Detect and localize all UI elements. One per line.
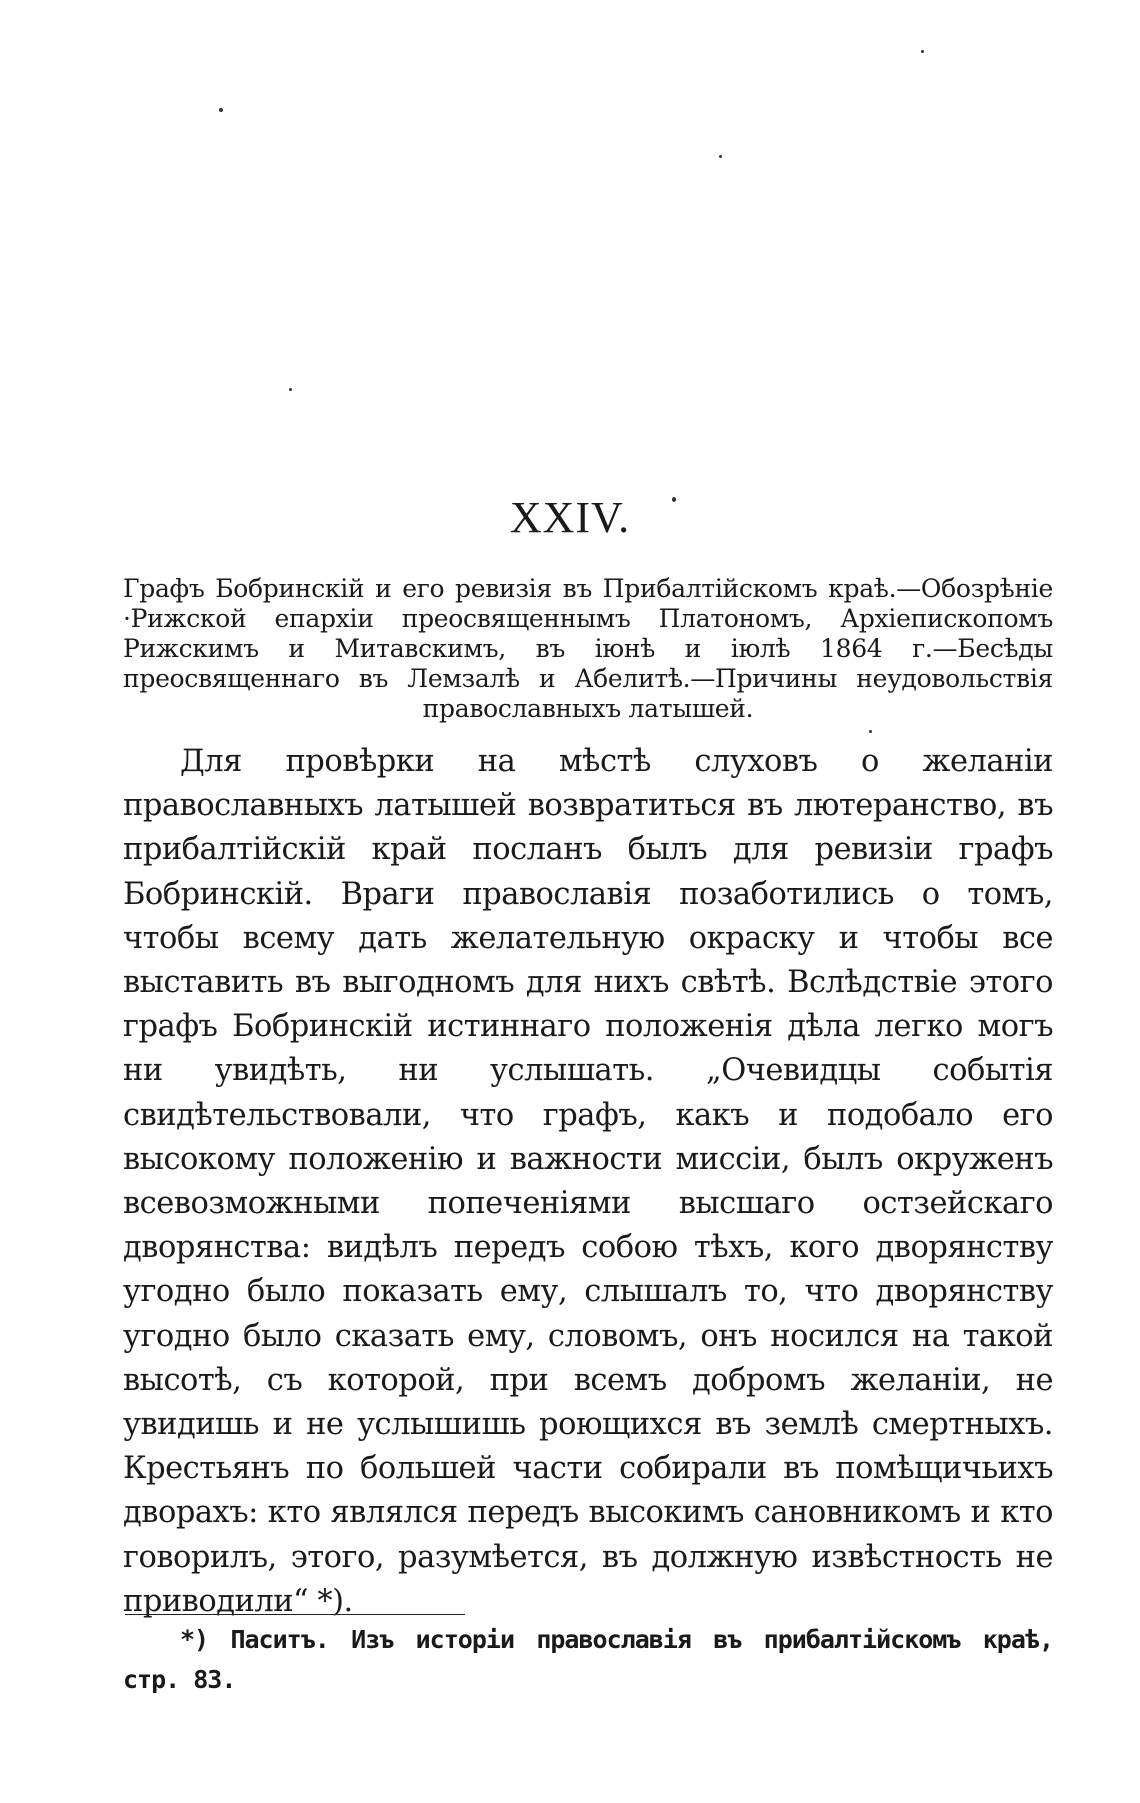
footnote: *) Паситъ. Изъ исторіи православія въ прибалтійскомъ краѣ, стр. 83. — [123, 1625, 1053, 1694]
scan-speck — [289, 388, 292, 391]
scan-speck — [719, 155, 722, 158]
scan-speck — [921, 50, 924, 53]
body-paragraph: Для провѣрки на мѣстѣ слуховъ о желаніи православныхъ латышей возвратиться въ лютеранство, въ прибалтійскій край посланъ былъ для ревизіи графъ Бобринскій. Враги православія позаботились о томъ, чтобы всему дать желательную окраску и чтобы все выставить въ выгодномъ для нихъ свѣтѣ. Вслѣдствіе этого графъ Бобринскій истиннаго положенія дѣла легко могъ ни увидѣть, ни услышать. „Очевидцы событія свидѣтельствовали, что графъ, какъ и подобало его высокому положенію и важности миссіи, былъ окруженъ всевозможными попеченіями высшаго остзейскаго дворянства: видѣлъ передъ собою тѣхъ, кого дворянству угодно было показать ему, слышалъ то, что дворянству угодно было сказать ему, словомъ, онъ носился на такой высотѣ, съ которой, при всемъ добромъ желаніи, не увидишь и не услышишь роющихся въ землѣ смертныхъ. Крестьянъ по большей части собирали въ помѣщичьихъ дворахъ: кто являлся передъ высокимъ сановникомъ и кто говорилъ, этого, разумѣется, въ должную извѣстность не приводили“ *). — [123, 744, 1053, 1619]
scan-speck — [219, 108, 223, 112]
chapter-summary: Графъ Бобринскій и его ревизія въ Прибалтійскомъ краѣ.—Обозрѣніе ·Рижской епархіи преосвященнымъ Платономъ, Архіепископомъ Рижскимъ и Митавскимъ, въ іюнѣ и іюлѣ 1864 г.—Бесѣды преосвященнаго въ Лемзалѣ и Абелитѣ.—Причины неудовольствія православныхъ латышей. — [123, 574, 1053, 723]
scan-speck — [869, 730, 872, 733]
chapter-number: XXIV. — [509, 493, 631, 542]
footnote-divider — [125, 1614, 465, 1615]
